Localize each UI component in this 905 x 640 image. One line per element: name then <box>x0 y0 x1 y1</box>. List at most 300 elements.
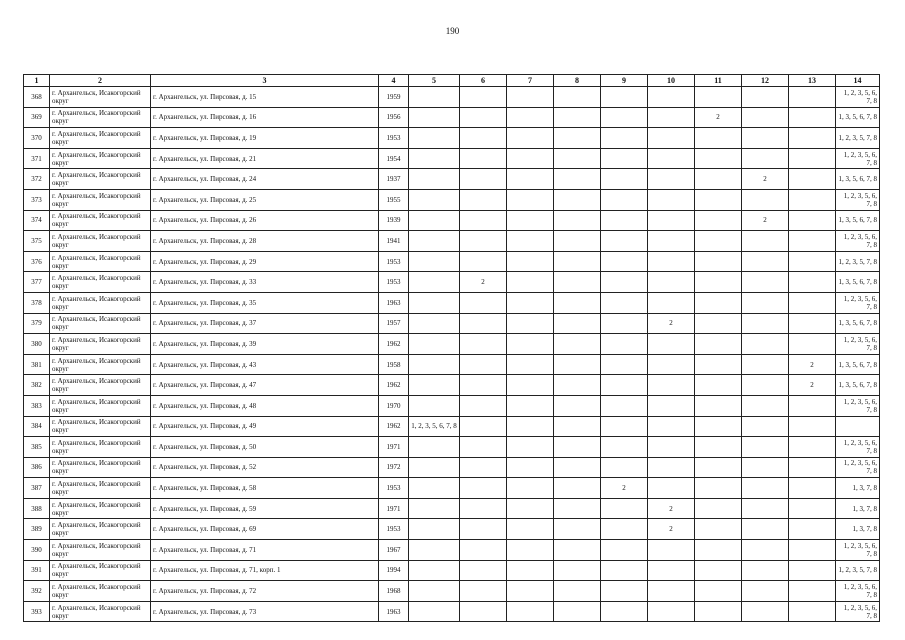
district-cell: г. Архангельск, Исакогорский округ <box>50 313 151 334</box>
col10-cell: 2 <box>648 519 695 540</box>
col8-cell <box>554 251 601 272</box>
col11-cell <box>695 272 742 293</box>
col10-cell <box>648 395 695 416</box>
col12-cell <box>742 519 789 540</box>
col13-cell <box>789 478 836 499</box>
col12-cell <box>742 560 789 581</box>
year-cell: 1962 <box>379 416 409 437</box>
year-cell: 1953 <box>379 519 409 540</box>
col8-cell <box>554 540 601 561</box>
col6-cell <box>460 581 507 602</box>
table-row <box>24 395 880 416</box>
col5-cell <box>409 395 460 416</box>
district-cell: г. Архангельск, Исакогорский округ <box>50 189 151 210</box>
col5-cell <box>409 375 460 396</box>
col14-cell: 1, 2, 3, 5, 6, 7, 8 <box>836 87 880 108</box>
col7-cell <box>507 169 554 190</box>
col14-cell <box>836 416 880 437</box>
district-cell: г. Архангельск, Исакогорский округ <box>50 601 151 622</box>
col9-cell <box>601 498 648 519</box>
district-cell: г. Архангельск, Исакогорский округ <box>50 107 151 128</box>
col8-cell <box>554 231 601 252</box>
year-cell: 1953 <box>379 128 409 149</box>
address-cell: г. Архангельск, ул. Пирсовая, д. 28 <box>151 231 379 252</box>
col7-cell <box>507 272 554 293</box>
address-cell: г. Архангельск, ул. Пирсовая, д. 21 <box>151 148 379 169</box>
col10-cell <box>648 107 695 128</box>
col5-cell <box>409 148 460 169</box>
address-cell: г. Архангельск, ул. Пирсовая, д. 43 <box>151 354 379 375</box>
row-number: 372 <box>24 169 50 190</box>
col9-cell <box>601 354 648 375</box>
column-header: 1 <box>24 75 50 87</box>
col10-cell <box>648 375 695 396</box>
table-row <box>24 601 880 622</box>
table-row <box>24 148 880 169</box>
col14-cell: 1, 2, 3, 5, 6, 7, 8 <box>836 334 880 355</box>
col9-cell <box>601 272 648 293</box>
col11-cell <box>695 334 742 355</box>
table-row <box>24 334 880 355</box>
col9-cell <box>601 169 648 190</box>
col12-cell <box>742 107 789 128</box>
district-cell: г. Архангельск, Исакогорский округ <box>50 272 151 293</box>
col7-cell <box>507 251 554 272</box>
col12-cell <box>742 498 789 519</box>
col11-cell <box>695 581 742 602</box>
col8-cell <box>554 395 601 416</box>
col9-cell <box>601 334 648 355</box>
col9-cell <box>601 107 648 128</box>
col13-cell <box>789 416 836 437</box>
col11-cell <box>695 478 742 499</box>
address-cell: г. Архангельск, ул. Пирсовая, д. 37 <box>151 313 379 334</box>
col9-cell <box>601 581 648 602</box>
row-number: 392 <box>24 581 50 602</box>
col6-cell <box>460 416 507 437</box>
district-cell: г. Архангельск, Исакогорский округ <box>50 231 151 252</box>
col8-cell <box>554 354 601 375</box>
col5-cell <box>409 107 460 128</box>
col14-cell: 1, 3, 7, 8 <box>836 478 880 499</box>
col13-cell: 2 <box>789 354 836 375</box>
year-cell: 1967 <box>379 540 409 561</box>
col8-cell <box>554 457 601 478</box>
col8-cell <box>554 210 601 231</box>
col5-cell <box>409 478 460 499</box>
col7-cell <box>507 313 554 334</box>
col7-cell <box>507 457 554 478</box>
col14-cell: 1, 3, 5, 6, 7, 8 <box>836 107 880 128</box>
col12-cell <box>742 416 789 437</box>
year-cell: 1958 <box>379 354 409 375</box>
col14-cell: 1, 3, 7, 8 <box>836 519 880 540</box>
col8-cell <box>554 169 601 190</box>
row-number: 369 <box>24 107 50 128</box>
col14-cell: 1, 2, 3, 5, 6, 7, 8 <box>836 581 880 602</box>
table-row <box>24 375 880 396</box>
row-number: 373 <box>24 189 50 210</box>
col7-cell <box>507 395 554 416</box>
col12-cell <box>742 478 789 499</box>
table-row <box>24 313 880 334</box>
col7-cell <box>507 581 554 602</box>
col12-cell <box>742 457 789 478</box>
address-cell: г. Архангельск, ул. Пирсовая, д. 50 <box>151 437 379 458</box>
col8-cell <box>554 87 601 108</box>
col8-cell <box>554 416 601 437</box>
col6-cell <box>460 540 507 561</box>
col10-cell <box>648 560 695 581</box>
row-number: 368 <box>24 87 50 108</box>
col6-cell <box>460 437 507 458</box>
col12-cell <box>742 581 789 602</box>
year-cell: 1939 <box>379 210 409 231</box>
col7-cell <box>507 87 554 108</box>
col13-cell <box>789 395 836 416</box>
col10-cell <box>648 478 695 499</box>
table-body <box>24 87 880 622</box>
row-number: 386 <box>24 457 50 478</box>
col6-cell <box>460 498 507 519</box>
col13-cell <box>789 87 836 108</box>
col10-cell: 2 <box>648 313 695 334</box>
table-row <box>24 416 880 437</box>
col8-cell <box>554 272 601 293</box>
col12-cell <box>742 128 789 149</box>
col9-cell <box>601 87 648 108</box>
col13-cell <box>789 457 836 478</box>
col7-cell <box>507 231 554 252</box>
table-row <box>24 189 880 210</box>
col9-cell <box>601 313 648 334</box>
col12-cell <box>742 148 789 169</box>
col5-cell <box>409 210 460 231</box>
col5-cell: 1, 2, 3, 5, 6, 7, 8 <box>409 416 460 437</box>
col5-cell <box>409 601 460 622</box>
table-row <box>24 437 880 458</box>
col13-cell <box>789 334 836 355</box>
year-cell: 1959 <box>379 87 409 108</box>
col8-cell <box>554 334 601 355</box>
address-cell: г. Архангельск, ул. Пирсовая, д. 29 <box>151 251 379 272</box>
district-cell: г. Архангельск, Исакогорский округ <box>50 87 151 108</box>
col13-cell <box>789 148 836 169</box>
col14-cell: 1, 2, 3, 5, 7, 8 <box>836 128 880 149</box>
col10-cell <box>648 601 695 622</box>
table-row <box>24 251 880 272</box>
district-cell: г. Архангельск, Исакогорский округ <box>50 375 151 396</box>
col9-cell <box>601 189 648 210</box>
table-row <box>24 107 880 128</box>
col5-cell <box>409 581 460 602</box>
col8-cell <box>554 581 601 602</box>
year-cell: 1962 <box>379 334 409 355</box>
col14-cell: 1, 3, 5, 6, 7, 8 <box>836 354 880 375</box>
col13-cell <box>789 169 836 190</box>
district-cell: г. Архангельск, Исакогорский округ <box>50 457 151 478</box>
col13-cell <box>789 292 836 313</box>
row-number: 374 <box>24 210 50 231</box>
col8-cell <box>554 498 601 519</box>
address-cell: г. Архангельск, ул. Пирсовая, д. 39 <box>151 334 379 355</box>
col5-cell <box>409 540 460 561</box>
col11-cell <box>695 169 742 190</box>
table-row <box>24 128 880 149</box>
col12-cell: 2 <box>742 210 789 231</box>
col7-cell <box>507 375 554 396</box>
col6-cell <box>460 169 507 190</box>
col13-cell <box>789 210 836 231</box>
district-cell: г. Архангельск, Исакогорский округ <box>50 354 151 375</box>
col14-cell: 1, 3, 5, 6, 7, 8 <box>836 313 880 334</box>
column-header: 7 <box>507 75 554 87</box>
col12-cell <box>742 437 789 458</box>
col9-cell <box>601 128 648 149</box>
col10-cell <box>648 251 695 272</box>
col11-cell <box>695 210 742 231</box>
col11-cell <box>695 560 742 581</box>
col11-cell <box>695 540 742 561</box>
address-cell: г. Архангельск, ул. Пирсовая, д. 35 <box>151 292 379 313</box>
district-cell: г. Архангельск, Исакогорский округ <box>50 128 151 149</box>
year-cell: 1956 <box>379 107 409 128</box>
col11-cell <box>695 375 742 396</box>
col10-cell <box>648 87 695 108</box>
year-cell: 1963 <box>379 292 409 313</box>
col7-cell <box>507 107 554 128</box>
column-header: 11 <box>695 75 742 87</box>
col8-cell <box>554 292 601 313</box>
table-row <box>24 457 880 478</box>
col8-cell <box>554 601 601 622</box>
col12-cell <box>742 251 789 272</box>
col6-cell <box>460 375 507 396</box>
col6-cell: 2 <box>460 272 507 293</box>
col8-cell <box>554 107 601 128</box>
col7-cell <box>507 148 554 169</box>
row-number: 391 <box>24 560 50 581</box>
column-header: 12 <box>742 75 789 87</box>
col8-cell <box>554 148 601 169</box>
col14-cell: 1, 3, 5, 6, 7, 8 <box>836 272 880 293</box>
year-cell: 1957 <box>379 313 409 334</box>
col7-cell <box>507 560 554 581</box>
address-cell: г. Архангельск, ул. Пирсовая, д. 49 <box>151 416 379 437</box>
table-row <box>24 354 880 375</box>
col5-cell <box>409 334 460 355</box>
column-header: 4 <box>379 75 409 87</box>
col11-cell <box>695 251 742 272</box>
col13-cell <box>789 231 836 252</box>
col6-cell <box>460 210 507 231</box>
column-header: 10 <box>648 75 695 87</box>
row-number: 381 <box>24 354 50 375</box>
col14-cell: 1, 2, 3, 5, 6, 7, 8 <box>836 148 880 169</box>
col10-cell <box>648 169 695 190</box>
col8-cell <box>554 519 601 540</box>
column-header: 5 <box>409 75 460 87</box>
col6-cell <box>460 334 507 355</box>
district-cell: г. Архангельск, Исакогорский округ <box>50 560 151 581</box>
col14-cell: 1, 2, 3, 5, 6, 7, 8 <box>836 395 880 416</box>
header-row <box>24 75 880 87</box>
address-cell: г. Архангельск, ул. Пирсовая, д. 69 <box>151 519 379 540</box>
table-row <box>24 272 880 293</box>
table-row <box>24 581 880 602</box>
address-cell: г. Архангельск, ул. Пирсовая, д. 48 <box>151 395 379 416</box>
col9-cell <box>601 560 648 581</box>
col14-cell: 1, 3, 5, 6, 7, 8 <box>836 375 880 396</box>
district-cell: г. Архангельск, Исакогорский округ <box>50 251 151 272</box>
col11-cell <box>695 498 742 519</box>
col12-cell <box>742 540 789 561</box>
col10-cell <box>648 210 695 231</box>
address-cell: г. Архангельск, ул. Пирсовая, д. 33 <box>151 272 379 293</box>
col10-cell <box>648 416 695 437</box>
col11-cell <box>695 457 742 478</box>
row-number: 390 <box>24 540 50 561</box>
address-cell: г. Архангельск, ул. Пирсовая, д. 72 <box>151 581 379 602</box>
col5-cell <box>409 189 460 210</box>
year-cell: 1962 <box>379 375 409 396</box>
col13-cell <box>789 519 836 540</box>
table-row <box>24 169 880 190</box>
col7-cell <box>507 334 554 355</box>
col12-cell <box>742 292 789 313</box>
col14-cell: 1, 2, 3, 5, 6, 7, 8 <box>836 292 880 313</box>
col10-cell <box>648 457 695 478</box>
col9-cell <box>601 375 648 396</box>
col11-cell <box>695 87 742 108</box>
col5-cell <box>409 128 460 149</box>
col6-cell <box>460 128 507 149</box>
col13-cell <box>789 128 836 149</box>
col12-cell <box>742 334 789 355</box>
row-number: 376 <box>24 251 50 272</box>
col8-cell <box>554 375 601 396</box>
col13-cell <box>789 251 836 272</box>
row-number: 384 <box>24 416 50 437</box>
col7-cell <box>507 292 554 313</box>
col13-cell <box>789 107 836 128</box>
col5-cell <box>409 354 460 375</box>
col10-cell <box>648 437 695 458</box>
col12-cell <box>742 313 789 334</box>
col7-cell <box>507 540 554 561</box>
col12-cell: 2 <box>742 169 789 190</box>
district-cell: г. Архангельск, Исакогорский округ <box>50 148 151 169</box>
col10-cell <box>648 148 695 169</box>
district-cell: г. Архангельск, Исакогорский округ <box>50 498 151 519</box>
col5-cell <box>409 313 460 334</box>
address-cell: г. Архангельск, ул. Пирсовая, д. 25 <box>151 189 379 210</box>
row-number: 393 <box>24 601 50 622</box>
col5-cell <box>409 251 460 272</box>
column-header: 13 <box>789 75 836 87</box>
col11-cell <box>695 128 742 149</box>
col13-cell <box>789 189 836 210</box>
address-cell: г. Архангельск, ул. Пирсовая, д. 52 <box>151 457 379 478</box>
year-cell: 1963 <box>379 601 409 622</box>
row-number: 382 <box>24 375 50 396</box>
col13-cell <box>789 581 836 602</box>
col8-cell <box>554 128 601 149</box>
col6-cell <box>460 395 507 416</box>
district-cell: г. Архангельск, Исакогорский округ <box>50 395 151 416</box>
table-row <box>24 519 880 540</box>
col8-cell <box>554 478 601 499</box>
year-cell: 1972 <box>379 457 409 478</box>
col10-cell <box>648 189 695 210</box>
col8-cell <box>554 313 601 334</box>
row-number: 387 <box>24 478 50 499</box>
table-row <box>24 292 880 313</box>
address-cell: г. Архангельск, ул. Пирсовая, д. 71 <box>151 540 379 561</box>
year-cell: 1971 <box>379 437 409 458</box>
col11-cell <box>695 148 742 169</box>
col9-cell <box>601 395 648 416</box>
address-cell: г. Архангельск, ул. Пирсовая, д. 71, корп. 1 <box>151 560 379 581</box>
year-cell: 1941 <box>379 231 409 252</box>
district-cell: г. Архангельск, Исакогорский округ <box>50 519 151 540</box>
col6-cell <box>460 313 507 334</box>
col12-cell <box>742 87 789 108</box>
col6-cell <box>460 251 507 272</box>
col8-cell <box>554 189 601 210</box>
col7-cell <box>507 478 554 499</box>
column-header: 9 <box>601 75 648 87</box>
col11-cell <box>695 189 742 210</box>
district-cell: г. Архангельск, Исакогорский округ <box>50 416 151 437</box>
address-cell: г. Архангельск, ул. Пирсовая, д. 19 <box>151 128 379 149</box>
table-row <box>24 478 880 499</box>
col5-cell <box>409 87 460 108</box>
col12-cell <box>742 231 789 252</box>
year-cell: 1971 <box>379 498 409 519</box>
col14-cell: 1, 2, 3, 5, 6, 7, 8 <box>836 189 880 210</box>
col7-cell <box>507 601 554 622</box>
col6-cell <box>460 478 507 499</box>
row-number: 379 <box>24 313 50 334</box>
col9-cell <box>601 601 648 622</box>
col14-cell: 1, 3, 7, 8 <box>836 498 880 519</box>
col10-cell <box>648 292 695 313</box>
col9-cell <box>601 437 648 458</box>
col5-cell <box>409 169 460 190</box>
district-cell: г. Архангельск, Исакогорский округ <box>50 581 151 602</box>
col6-cell <box>460 231 507 252</box>
district-cell: г. Архангельск, Исакогорский округ <box>50 437 151 458</box>
col5-cell <box>409 519 460 540</box>
col9-cell <box>601 292 648 313</box>
row-number: 389 <box>24 519 50 540</box>
col11-cell <box>695 231 742 252</box>
address-cell: г. Архангельск, ул. Пирсовая, д. 73 <box>151 601 379 622</box>
col7-cell <box>507 437 554 458</box>
col5-cell <box>409 498 460 519</box>
col7-cell <box>507 498 554 519</box>
col11-cell <box>695 292 742 313</box>
table-row <box>24 498 880 519</box>
col5-cell <box>409 560 460 581</box>
col11-cell <box>695 354 742 375</box>
col9-cell <box>601 251 648 272</box>
col11-cell <box>695 519 742 540</box>
col8-cell <box>554 437 601 458</box>
col7-cell <box>507 128 554 149</box>
col14-cell: 1, 2, 3, 5, 6, 7, 8 <box>836 457 880 478</box>
